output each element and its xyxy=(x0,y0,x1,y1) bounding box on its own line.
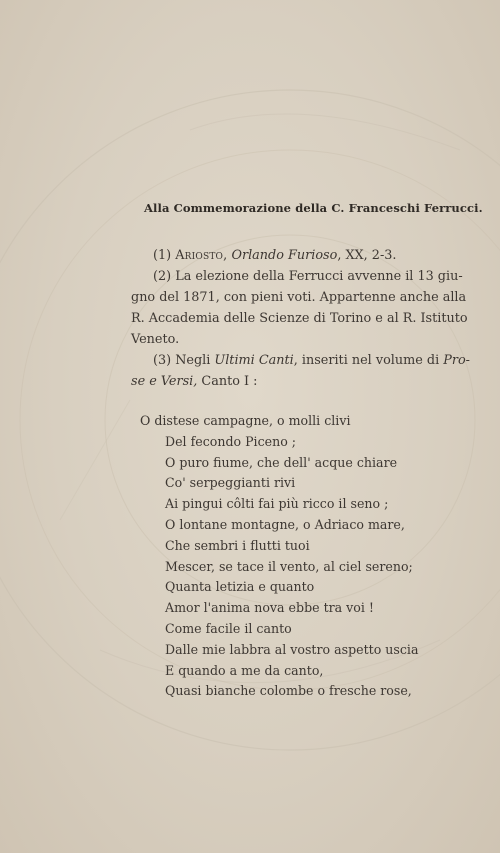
footnote-2-line-2: gno del 1871, con pieni voti. Appartenne anche alla xyxy=(131,290,467,305)
poem-line: Ai pingui côlti fai più ricco il seno ; xyxy=(165,496,389,512)
footnote-3-title-2: Pro- xyxy=(443,353,470,368)
footnote-2-line-1: (2) La elezione della Ferrucci avvenne il 13 giu- xyxy=(153,269,463,284)
footnote-3-line-1 xyxy=(131,350,470,371)
footnote-3-title-cont: se e Versi, xyxy=(131,374,198,389)
poem-line: Quasi bianche colombe o fresche rose, xyxy=(165,683,412,699)
poem-line: Del fecondo Piceno ; xyxy=(165,433,297,449)
footnote-1 xyxy=(131,245,456,266)
footnote-author: Ariosto, xyxy=(175,248,228,263)
footnote-work-title: Orlando Furioso xyxy=(231,248,338,263)
poem-line: Quanta letizia e quanto xyxy=(165,579,315,595)
poem-excerpt xyxy=(140,411,418,702)
footnote-3-suffix: , inseriti nel volume di xyxy=(293,353,444,368)
footnotes xyxy=(131,245,470,392)
footnote-3-title: Ultimi Canti xyxy=(214,353,294,368)
poem-line: Mescer, se tace il vento, al ciel sereno; xyxy=(165,558,413,574)
footnote-reference: , XX, 2-3. xyxy=(337,248,397,263)
footnote-marker: (1) xyxy=(153,248,172,263)
poem-line: Che sembri i flutti tuoi xyxy=(165,537,310,553)
footnote-2-line-4: Veneto. xyxy=(131,332,180,347)
footnote-3-line-2 xyxy=(131,371,456,392)
poem-line: Amor l'anima nova ebbe tra voi ! xyxy=(165,600,374,616)
page-header: Alla Commemorazione della C. Franceschi Ferrucci. xyxy=(144,201,483,215)
poem-line: E quando a me da canto, xyxy=(165,662,324,678)
poem-line: Come facile il canto xyxy=(165,620,292,636)
poem-line: O lontane montagne, o Adriaco mare, xyxy=(165,516,405,532)
poem-line: Dalle mie labbra al vostro aspetto uscia xyxy=(165,641,419,657)
poem-line: O distese campagne, o molli clivi xyxy=(140,413,351,428)
poem-line: O puro fiume, che dell' acque chiare xyxy=(165,454,398,470)
footnote-2-line-3: R. Accademia delle Scienze di Torino e al R. Istituto xyxy=(131,311,468,326)
footnote-3-canto: Canto I : xyxy=(197,374,258,389)
poem-line: Co' serpeggianti rivi xyxy=(165,475,296,491)
footnote-3-prefix: (3) Negli xyxy=(153,353,215,368)
